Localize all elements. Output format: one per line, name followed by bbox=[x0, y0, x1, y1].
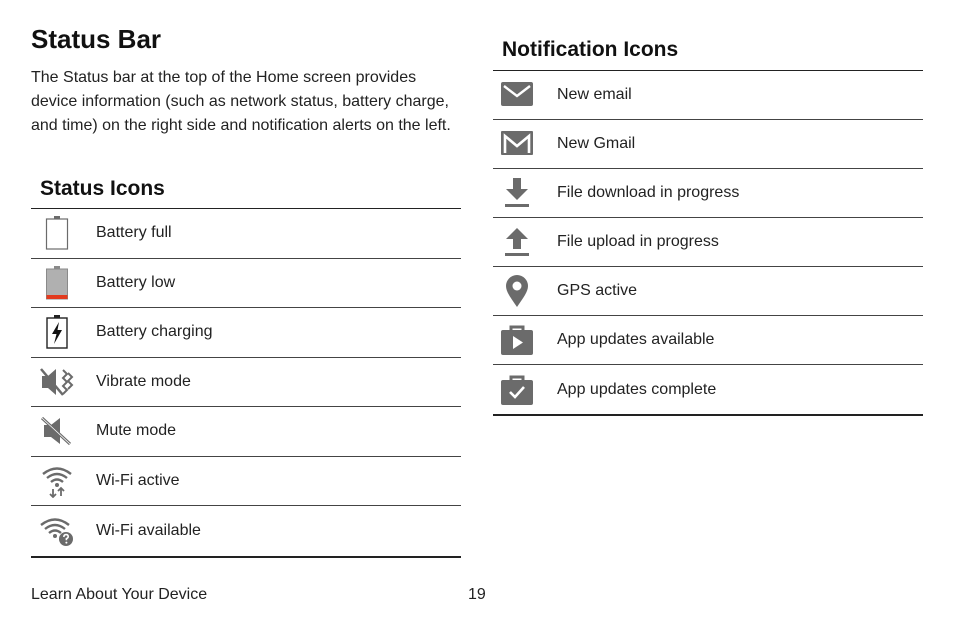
status-icons-heading: Status Icons bbox=[40, 177, 165, 200]
mute-mode-icon bbox=[31, 407, 83, 456]
table-row bbox=[493, 120, 923, 169]
row-label: Vibrate mode bbox=[96, 372, 191, 390]
table-row bbox=[31, 457, 461, 507]
row-label: Mute mode bbox=[96, 422, 177, 440]
page-number: 19 bbox=[468, 586, 486, 603]
notification-icons-heading: Notification Icons bbox=[502, 38, 679, 61]
notification-icons-table bbox=[493, 70, 923, 416]
row-label: New Gmail bbox=[557, 135, 636, 152]
table-row bbox=[493, 71, 923, 120]
row-label: Battery charging bbox=[96, 323, 213, 341]
upload-icon bbox=[493, 218, 541, 266]
table-row bbox=[31, 259, 461, 309]
row-label: Battery low bbox=[96, 273, 176, 291]
status-icons-table bbox=[31, 208, 461, 558]
table-row bbox=[31, 209, 461, 259]
gmail-icon bbox=[493, 120, 541, 168]
row-label: GPS active bbox=[557, 282, 638, 299]
wifi-active-icon bbox=[31, 457, 83, 506]
app-updates-available-icon bbox=[493, 316, 541, 364]
table-row bbox=[31, 308, 461, 358]
table-row bbox=[493, 267, 923, 316]
table-row bbox=[493, 365, 923, 414]
download-icon bbox=[493, 169, 541, 217]
row-label: Wi-Fi active bbox=[96, 471, 180, 489]
page-title: Status Bar bbox=[31, 24, 162, 54]
table-row bbox=[493, 169, 923, 218]
battery-low-icon bbox=[31, 259, 83, 308]
row-label: File download in progress bbox=[557, 184, 740, 201]
gps-icon bbox=[493, 267, 541, 315]
footer-section-title: Learn About Your Device bbox=[31, 586, 208, 603]
intro-paragraph: The Status bar at the top of the Home screen provides device information (such as network status, battery charge, and time) on the right side and notification alerts on the left. bbox=[31, 69, 451, 134]
table-row bbox=[31, 407, 461, 457]
row-label: New email bbox=[557, 86, 632, 103]
table-row bbox=[31, 506, 461, 556]
row-label: Battery full bbox=[96, 224, 172, 242]
email-icon bbox=[493, 71, 541, 119]
row-label: App updates available bbox=[557, 331, 715, 348]
table-row bbox=[31, 358, 461, 408]
table-row bbox=[493, 218, 923, 267]
battery-full-icon bbox=[31, 209, 83, 258]
table-row bbox=[493, 316, 923, 365]
row-label: File upload in progress bbox=[557, 233, 719, 250]
wifi-available-icon bbox=[31, 506, 83, 556]
vibrate-mode-icon bbox=[31, 358, 83, 407]
app-updates-complete-icon bbox=[493, 365, 541, 414]
row-label: App updates complete bbox=[557, 380, 717, 398]
battery-charging-icon bbox=[31, 308, 83, 357]
row-label: Wi-Fi available bbox=[96, 521, 201, 539]
